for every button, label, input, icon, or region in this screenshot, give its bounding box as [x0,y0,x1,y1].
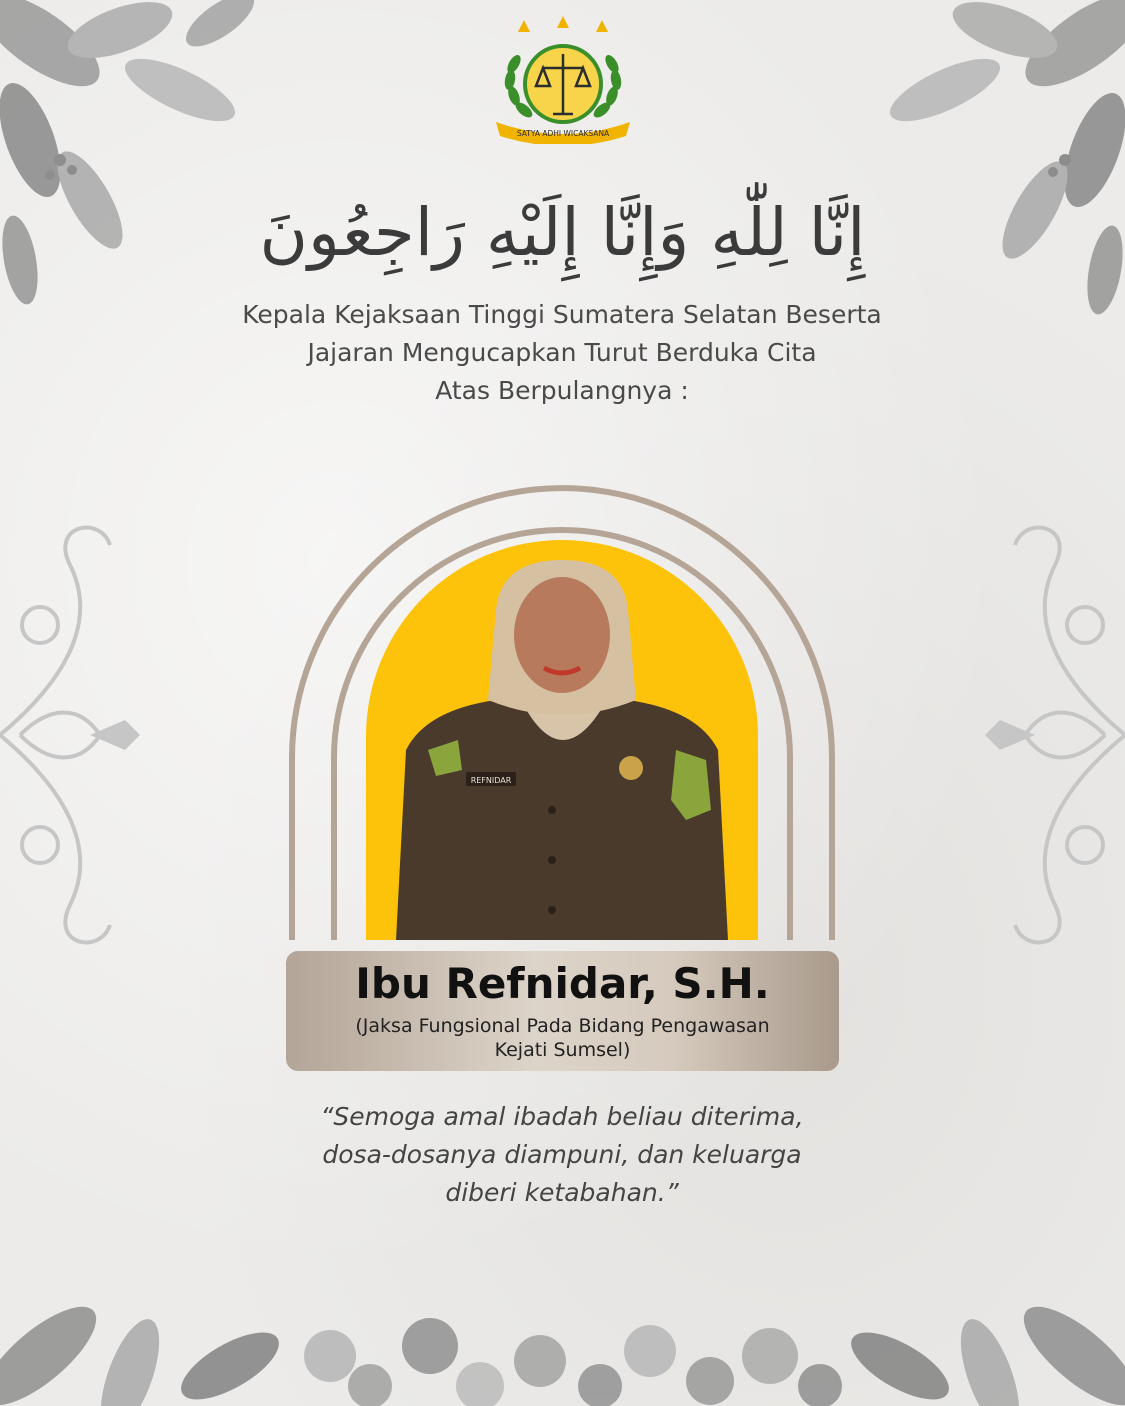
emblem-logo [488,14,638,144]
intro-line: Jajaran Mengucapkan Turut Berduka Cita [307,338,817,367]
ornament-left [0,505,140,965]
emblem-motto: SATYA ADHI WICAKSANA [516,129,610,138]
prayer-line: “Semoga amal ibadah beliau diterima, [320,1102,804,1131]
deceased-name: Ibu Refnidar, S.H. [355,959,770,1008]
portrait-background [366,540,758,940]
arabic-verse: إِنَّا لِلّٰهِ وَإِنَّا إِلَيْهِ رَاجِعُونَ [259,194,866,271]
uniform-name-tag: REFNIDAR [470,776,512,785]
foliage-top-right [825,0,1125,330]
portrait-photo [366,540,758,940]
prayer-quote [232,1098,892,1212]
position-line: Kejati Sumsel) [494,1039,631,1061]
deceased-position [296,1014,829,1062]
prayer-line: dosa-dosanya diampuni, dan keluarga [322,1140,802,1169]
prayer-line: diberi ketabahan.” [445,1178,679,1207]
intro-text [162,296,962,410]
foliage-bottom [0,1236,1125,1406]
position-line: (Jaksa Fungsional Pada Bidang Pengawasan [355,1015,770,1037]
intro-line: Kepala Kejaksaan Tinggi Sumatera Selatan Beserta [242,300,882,329]
foliage-top-left [0,0,300,330]
ornament-right [985,505,1125,965]
intro-line: Atas Berpulangnya : [435,376,689,405]
